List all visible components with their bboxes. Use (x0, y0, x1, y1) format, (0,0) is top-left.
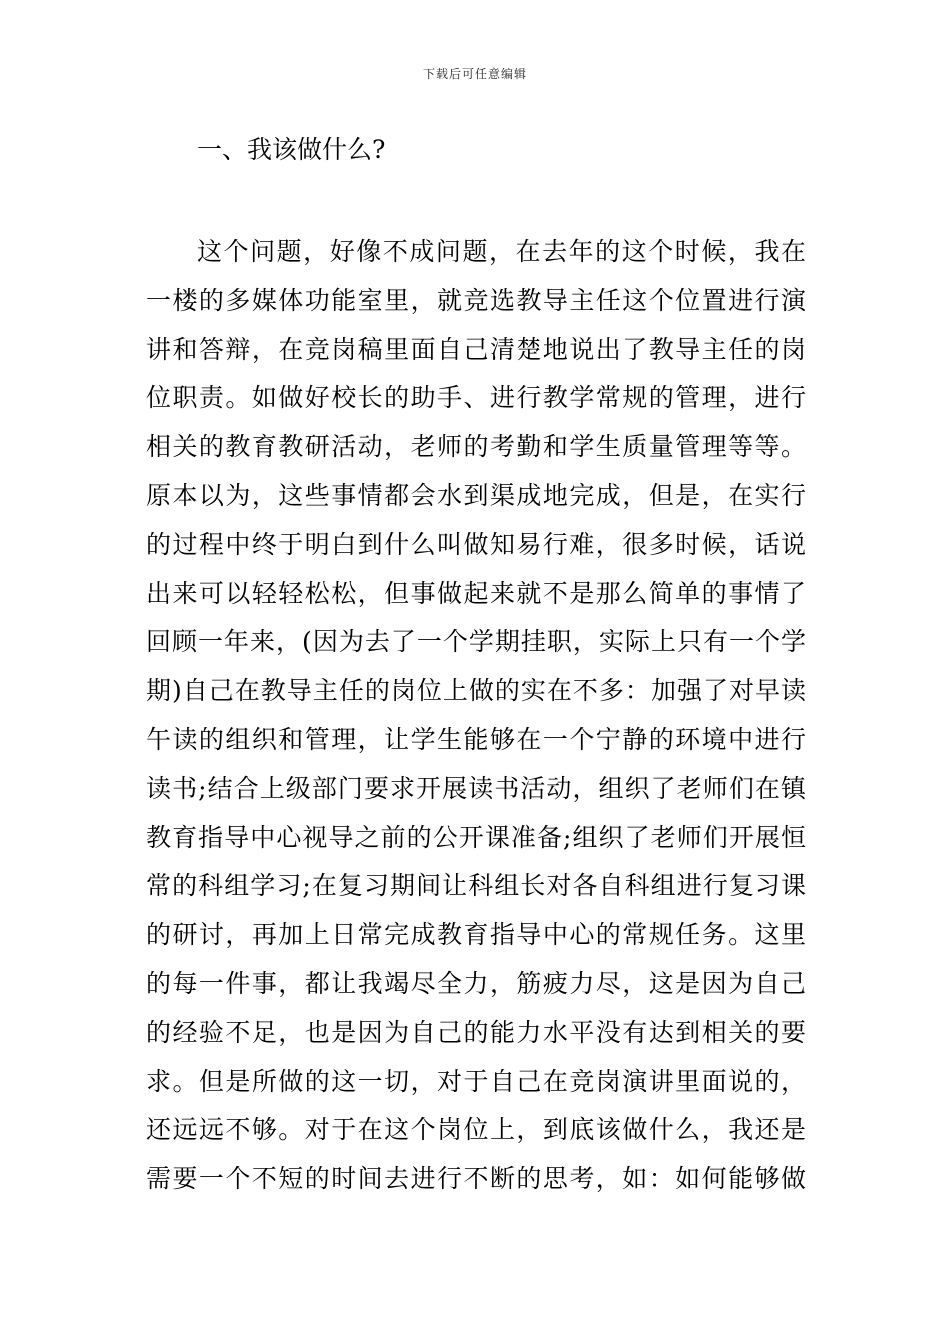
text-line: 读书;结合上级部门要求开展读书活动，组织了老师们在镇 (146, 773, 806, 803)
text-line: 原本以为，这些事情都会水到渠成地完成，但是，在实行 (146, 480, 806, 510)
text-line: 出来可以轻轻松松，但事做起来就不是那么简单的事情了 (146, 578, 806, 608)
text-line: 位职责。如做好校长的助手、进行教学常规的管理，进行 (146, 383, 806, 413)
text-line: 需要一个不短的时间去进行不断的思考，如：如何能够做 (146, 1164, 806, 1194)
header-note: 下载后可任意编辑 (422, 67, 527, 81)
text-line: 回顾一年来，(因为去了一个学期挂职，实际上只有一个学 (146, 627, 806, 657)
section-heading: 一、我该做什么? (197, 135, 386, 164)
text-line: 求。但是所做的这一切，对于自己在竞岗演讲里面说的， (146, 1066, 806, 1096)
text-line: 教育指导中心视导之前的公开课准备;组织了老师们开展恒 (146, 822, 806, 852)
text-line: 相关的教育教研活动，老师的考勤和学生质量管理等等。 (146, 432, 806, 462)
text-line: 的研讨，再加上日常完成教育指导中心的常规任务。这里 (146, 920, 806, 950)
text-line: 这个问题，好像不成问题，在去年的这个时候，我在 (197, 237, 806, 266)
text-line: 常的科组学习;在复习期间让科组长对各自科组进行复习课 (146, 871, 806, 901)
text-line: 午读的组织和管理，让学生能够在一个宁静的环境中进行 (146, 724, 806, 754)
text-line: 的过程中终于明白到什么叫做知易行难，很多时候，话说 (146, 529, 806, 559)
text-line: 讲和答辩，在竞岗稿里面自己清楚地说出了教导主任的岗 (146, 334, 806, 364)
text-line: 期)自己在教导主任的岗位上做的实在不多：加强了对早读 (146, 676, 806, 706)
text-line: 的经验不足，也是因为自己的能力水平没有达到相关的要 (146, 1017, 806, 1047)
text-line: 的每一件事，都让我竭尽全力，筋疲力尽，这是因为自己 (146, 968, 806, 998)
text-line: 还远远不够。对于在这个岗位上，到底该做什么，我还是 (146, 1115, 806, 1145)
body-paragraph (146, 228, 806, 1204)
text-line: 一楼的多媒体功能室里，就竞选教导主任这个位置进行演 (146, 285, 806, 315)
